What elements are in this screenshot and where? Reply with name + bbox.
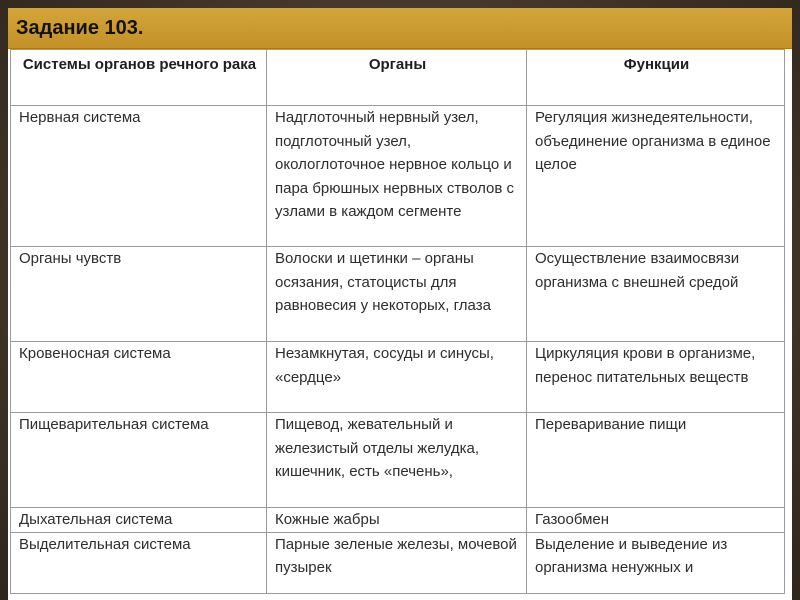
cell-functions: Регуляция жизнедеятельности, объединение организма в единое целое: [527, 106, 785, 247]
cell-functions: Переваривание пищи: [527, 413, 785, 508]
cell-organs: Незамкнутая, сосуды и синусы, «сердце»: [267, 342, 527, 413]
cell-system: Органы чувств: [11, 247, 267, 342]
cell-system: Выделительная система: [11, 532, 267, 593]
cell-system: Дыхательная система: [11, 508, 267, 533]
cell-organs: Кожные жабры: [267, 508, 527, 533]
organ-systems-table: [10, 49, 785, 594]
cell-functions: Выделение и выведение из организма ненужных и: [527, 532, 785, 593]
cell-organs: Парные зеленые железы, мочевой пузырек: [267, 532, 527, 593]
header-functions: Функции: [527, 50, 785, 106]
cell-system: Пищеварительная система: [11, 413, 267, 508]
cell-functions: Осуществление взаимосвязи организма с внешней средой: [527, 247, 785, 342]
header-systems: Системы органов речного рака: [11, 50, 267, 106]
cell-functions: Циркуляция крови в организме, перенос питательных веществ: [527, 342, 785, 413]
cell-functions: Газообмен: [527, 508, 785, 533]
header-organs: Органы: [267, 50, 527, 106]
cell-system: Кровеносная система: [11, 342, 267, 413]
table-row: [11, 532, 785, 593]
cell-system: Нервная система: [11, 106, 267, 247]
table-row: [11, 413, 785, 508]
table-row: [11, 247, 785, 342]
slide: [8, 8, 792, 600]
cell-organs: Надглоточный нервный узел, подглоточный узел, окологлоточное нервное кольцо и пара брюшных нервных стволов с узлами в каждом сегменте: [267, 106, 527, 247]
table-container: [8, 49, 792, 594]
table-row: [11, 508, 785, 533]
title-bar: [8, 8, 792, 49]
cell-organs: Пищевод, жевательный и железистый отделы желудка, кишечник, есть «печень»,: [267, 413, 527, 508]
table-row: [11, 106, 785, 247]
table-header-row: [11, 50, 785, 106]
cell-organs: Волоски и щетинки – органы осязания, статоцисты для равновесия у некоторых, глаза: [267, 247, 527, 342]
table-row: [11, 342, 785, 413]
slide-title: Задание 103.: [16, 17, 144, 39]
